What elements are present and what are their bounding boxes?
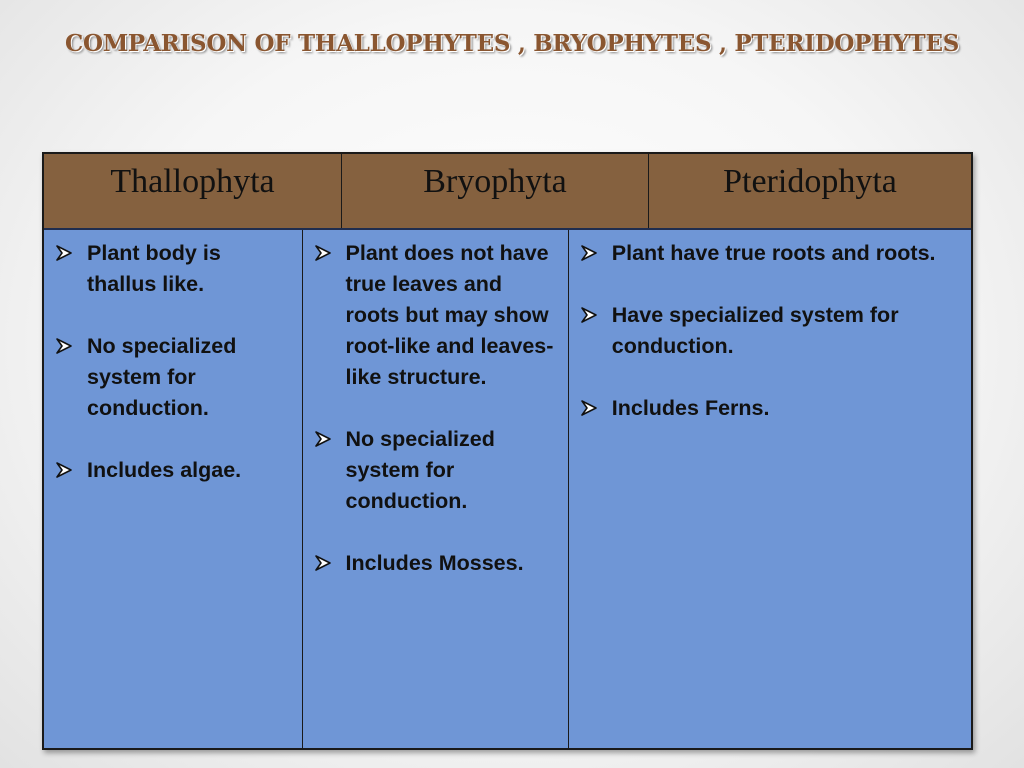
header-thallophyta: Thallophyta (44, 154, 342, 228)
list-item-text: Plant body is thallus like. (87, 241, 221, 296)
slide-title: COMPARISON OF THALLOPHYTES , BRYOPHYTES , PTERIDOPHYTES (65, 30, 959, 57)
arrow-bullet-icon (54, 335, 76, 357)
list-item (579, 393, 963, 424)
comparison-table (42, 152, 973, 750)
list-item-text: Plant have true roots and roots. (611, 241, 936, 265)
list-item-text: Have specialized system for conduction. (611, 303, 899, 358)
list-item-text: Plant does not have true leaves and roots but may show root-like and leaves-like structure. (345, 241, 554, 389)
cell-pteridophyta (569, 230, 971, 748)
list-item (313, 424, 560, 517)
list-item (579, 238, 963, 269)
list-item (579, 300, 963, 362)
list-item-text: Includes Mosses. (345, 551, 524, 575)
table-header-row (44, 154, 971, 230)
header-pteridophyta: Pteridophyta (723, 163, 897, 200)
list-item (54, 331, 294, 424)
arrow-bullet-icon (313, 428, 335, 450)
cell-thallophyta (44, 230, 303, 748)
header-bryophyta: Bryophyta (342, 154, 649, 228)
cell-bryophyta (303, 230, 569, 748)
arrow-bullet-icon (54, 242, 76, 264)
arrow-bullet-icon (579, 304, 601, 326)
list-item (54, 455, 294, 486)
list-item (313, 548, 560, 579)
list-item (313, 238, 560, 393)
arrow-bullet-icon (579, 397, 601, 419)
arrow-bullet-icon (579, 242, 601, 264)
list-item-text: Includes algae. (87, 458, 242, 482)
list-item-text: No specialized system for conduction. (345, 427, 495, 513)
arrow-bullet-icon (54, 459, 76, 481)
table-body-row (44, 230, 971, 748)
arrow-bullet-icon (313, 552, 335, 574)
arrow-bullet-icon (313, 242, 335, 264)
list-item-text: No specialized system for conduction. (87, 334, 237, 420)
list-item (54, 238, 294, 300)
list-item-text: Includes Ferns. (611, 396, 770, 420)
